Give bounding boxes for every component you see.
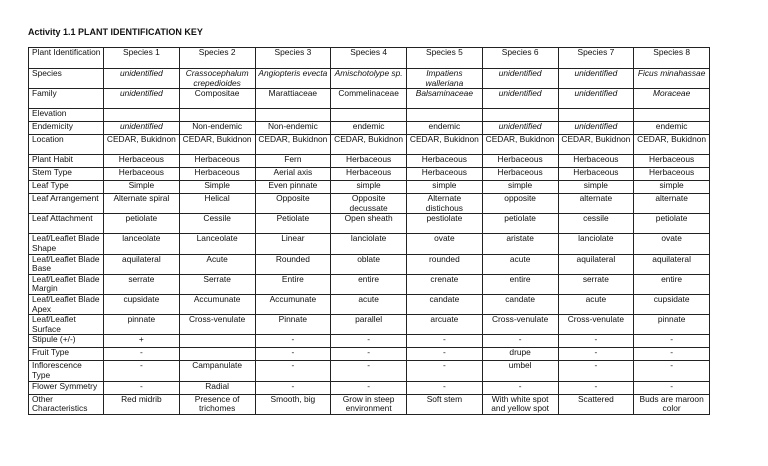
table-cell: unidentified bbox=[482, 122, 558, 135]
table-cell bbox=[179, 109, 255, 122]
table-cell: lanciolate bbox=[558, 234, 634, 254]
row-label: Other Characteristics bbox=[29, 394, 104, 414]
table-cell: unidentified bbox=[558, 89, 634, 109]
table-cell: CEDAR, Bukidnon bbox=[634, 135, 710, 155]
table-cell: Open sheath bbox=[331, 214, 407, 234]
table-cell: Ficus minahassae bbox=[634, 69, 710, 89]
table-cell: - bbox=[331, 381, 407, 394]
table-cell: Amischotolype sp. bbox=[331, 69, 407, 89]
table-cell: Pinnate bbox=[255, 315, 331, 335]
header-species-3: Species 3 bbox=[255, 48, 331, 69]
table-row bbox=[29, 194, 710, 214]
table-cell: ovate bbox=[407, 234, 483, 254]
row-label: Flower Symmetry bbox=[29, 381, 104, 394]
row-label: Family bbox=[29, 89, 104, 109]
table-cell: unidentified bbox=[104, 122, 180, 135]
table-cell bbox=[558, 109, 634, 122]
table-cell bbox=[179, 335, 255, 348]
table-cell: entire bbox=[634, 274, 710, 294]
table-cell: petiolate bbox=[482, 214, 558, 234]
row-label: Endemicity bbox=[29, 122, 104, 135]
table-cell: aquilateral bbox=[634, 254, 710, 274]
table-cell: - bbox=[331, 361, 407, 381]
table-row bbox=[29, 69, 710, 89]
header-species-8: Species 8 bbox=[634, 48, 710, 69]
table-cell: Simple bbox=[179, 181, 255, 194]
table-cell: Herbaceous bbox=[179, 155, 255, 168]
table-cell: arcuate bbox=[407, 315, 483, 335]
row-label: Fruit Type bbox=[29, 348, 104, 361]
table-row bbox=[29, 214, 710, 234]
table-cell: - bbox=[104, 348, 180, 361]
table-cell: petiolate bbox=[634, 214, 710, 234]
table-cell: ovate bbox=[634, 234, 710, 254]
table-cell: - bbox=[104, 361, 180, 381]
table-cell: - bbox=[634, 348, 710, 361]
table-cell: oblate bbox=[331, 254, 407, 274]
table-cell: Accumunate bbox=[255, 294, 331, 314]
table-row bbox=[29, 89, 710, 109]
table-cell: Fern bbox=[255, 155, 331, 168]
table-cell: CEDAR, Bukidnon bbox=[558, 135, 634, 155]
table-row bbox=[29, 122, 710, 135]
table-cell: lanciolate bbox=[331, 234, 407, 254]
row-label: Leaf/Leaflet Blade Shape bbox=[29, 234, 104, 254]
table-cell: candate bbox=[482, 294, 558, 314]
table-row bbox=[29, 135, 710, 155]
table-cell: unidentified bbox=[482, 69, 558, 89]
table-cell bbox=[482, 109, 558, 122]
table-cell: Non-endemic bbox=[255, 122, 331, 135]
table-cell: - bbox=[407, 361, 483, 381]
table-cell: - bbox=[634, 381, 710, 394]
table-cell: aristate bbox=[482, 234, 558, 254]
table-cell: Herbaceous bbox=[634, 155, 710, 168]
table-cell: Herbaceous bbox=[331, 155, 407, 168]
row-label: Leaf/Leaflet Blade Apex bbox=[29, 294, 104, 314]
table-cell: Helical bbox=[179, 194, 255, 214]
table-cell: unidentified bbox=[104, 89, 180, 109]
table-cell: Red midrib bbox=[104, 394, 180, 414]
table-cell bbox=[331, 109, 407, 122]
table-cell: + bbox=[104, 335, 180, 348]
table-cell: serrate bbox=[558, 274, 634, 294]
table-cell: - bbox=[407, 348, 483, 361]
table-cell: Cessile bbox=[179, 214, 255, 234]
row-label: Leaf Attachment bbox=[29, 214, 104, 234]
table-cell: Lanceolate bbox=[179, 234, 255, 254]
table-cell: Herbaceous bbox=[179, 168, 255, 181]
row-label: Location bbox=[29, 135, 104, 155]
header-row bbox=[29, 48, 710, 69]
table-cell: CEDAR, Bukidnon bbox=[255, 135, 331, 155]
table-cell: endemic bbox=[407, 122, 483, 135]
table-cell: alternate bbox=[634, 194, 710, 214]
table-cell: Soft stem bbox=[407, 394, 483, 414]
table-row bbox=[29, 109, 710, 122]
header-species-2: Species 2 bbox=[179, 48, 255, 69]
table-cell: Herbaceous bbox=[104, 155, 180, 168]
table-cell: entire bbox=[331, 274, 407, 294]
row-label: Inflorescence Type bbox=[29, 361, 104, 381]
table-cell: Simple bbox=[104, 181, 180, 194]
table-cell: pinnate bbox=[634, 315, 710, 335]
table-cell: umbel bbox=[482, 361, 558, 381]
table-cell: Herbaceous bbox=[104, 168, 180, 181]
row-label: Plant Habit bbox=[29, 155, 104, 168]
table-cell: Opposite bbox=[255, 194, 331, 214]
table-cell: pinnate bbox=[104, 315, 180, 335]
table-cell: acute bbox=[482, 254, 558, 274]
table-cell: Cross-venulate bbox=[558, 315, 634, 335]
table-cell: Buds are maroon color bbox=[634, 394, 710, 414]
table-cell: Herbaceous bbox=[331, 168, 407, 181]
table-cell: Serrate bbox=[179, 274, 255, 294]
table-cell: acute bbox=[331, 294, 407, 314]
table-cell: parallel bbox=[331, 315, 407, 335]
row-label: Leaf/Leaflet Surface bbox=[29, 315, 104, 335]
table-cell: Opposite decussate bbox=[331, 194, 407, 214]
header-species-4: Species 4 bbox=[331, 48, 407, 69]
table-cell: simple bbox=[331, 181, 407, 194]
table-cell: CEDAR, Bukidnon bbox=[104, 135, 180, 155]
table-cell: endemic bbox=[634, 122, 710, 135]
table-row bbox=[29, 234, 710, 254]
table-cell: - bbox=[558, 381, 634, 394]
table-cell: aquilateral bbox=[104, 254, 180, 274]
table-row bbox=[29, 335, 710, 348]
table-cell: cupsidate bbox=[634, 294, 710, 314]
table-cell: CEDAR, Bukidnon bbox=[179, 135, 255, 155]
header-species-5: Species 5 bbox=[407, 48, 483, 69]
table-cell: Scattered bbox=[558, 394, 634, 414]
table-row bbox=[29, 168, 710, 181]
table-cell: Smooth, big bbox=[255, 394, 331, 414]
table-cell: cessile bbox=[558, 214, 634, 234]
table-cell: cupsidate bbox=[104, 294, 180, 314]
table-cell: - bbox=[407, 335, 483, 348]
row-label: Elevation bbox=[29, 109, 104, 122]
table-cell: Accumunate bbox=[179, 294, 255, 314]
table-cell: candate bbox=[407, 294, 483, 314]
table-cell: simple bbox=[634, 181, 710, 194]
table-cell: - bbox=[255, 348, 331, 361]
table-cell: simple bbox=[558, 181, 634, 194]
table-cell: entire bbox=[482, 274, 558, 294]
table-row bbox=[29, 361, 710, 381]
table-cell: - bbox=[558, 335, 634, 348]
table-cell: unidentified bbox=[104, 69, 180, 89]
table-cell: CEDAR, Bukidnon bbox=[331, 135, 407, 155]
table-row bbox=[29, 155, 710, 168]
table-cell: - bbox=[482, 381, 558, 394]
table-cell: pestiolate bbox=[407, 214, 483, 234]
table-cell: Herbaceous bbox=[482, 155, 558, 168]
row-label: Leaf/Leaflet Blade Margin bbox=[29, 274, 104, 294]
table-row bbox=[29, 394, 710, 414]
table-cell: Herbaceous bbox=[558, 168, 634, 181]
row-label: Stipule (+/-) bbox=[29, 335, 104, 348]
table-cell: Balsaminaceae bbox=[407, 89, 483, 109]
header-species-7: Species 7 bbox=[558, 48, 634, 69]
table-cell bbox=[104, 109, 180, 122]
table-cell: Grow in steep environment bbox=[331, 394, 407, 414]
table-cell: - bbox=[255, 381, 331, 394]
table-cell: Campanulate bbox=[179, 361, 255, 381]
table-cell: simple bbox=[482, 181, 558, 194]
table-cell: Crassocephalum crepedioides bbox=[179, 69, 255, 89]
table-cell: Even pinnate bbox=[255, 181, 331, 194]
table-cell: - bbox=[558, 361, 634, 381]
table-cell: Herbaceous bbox=[407, 168, 483, 181]
table-cell: petiolate bbox=[104, 214, 180, 234]
table-row bbox=[29, 274, 710, 294]
table-cell: unidentified bbox=[558, 69, 634, 89]
table-cell: - bbox=[331, 348, 407, 361]
table-cell bbox=[179, 348, 255, 361]
table-row bbox=[29, 381, 710, 394]
table-cell: - bbox=[255, 335, 331, 348]
table-cell: Entire bbox=[255, 274, 331, 294]
table-cell: acute bbox=[558, 294, 634, 314]
table-cell: unidentified bbox=[558, 122, 634, 135]
table-row bbox=[29, 254, 710, 274]
table-row bbox=[29, 181, 710, 194]
table-cell: Aerial axis bbox=[255, 168, 331, 181]
table-cell: Commelinaceae bbox=[331, 89, 407, 109]
table-cell: Alternate spiral bbox=[104, 194, 180, 214]
table-cell: lanceolate bbox=[104, 234, 180, 254]
table-cell: unidentified bbox=[482, 89, 558, 109]
table-cell: Herbaceous bbox=[558, 155, 634, 168]
table-cell: Petiolate bbox=[255, 214, 331, 234]
table-cell: crenate bbox=[407, 274, 483, 294]
table-cell: - bbox=[482, 335, 558, 348]
table-row bbox=[29, 348, 710, 361]
table-cell: simple bbox=[407, 181, 483, 194]
table-cell: Cross-venulate bbox=[482, 315, 558, 335]
table-cell: - bbox=[331, 335, 407, 348]
table-cell: - bbox=[104, 381, 180, 394]
page-title: Activity 1.1 PLANT IDENTIFICATION KEY bbox=[28, 27, 203, 37]
table-cell: Acute bbox=[179, 254, 255, 274]
table-cell: With white spot and yellow spot bbox=[482, 394, 558, 414]
row-label: Leaf Type bbox=[29, 181, 104, 194]
table-cell: Non-endemic bbox=[179, 122, 255, 135]
table-cell: Herbaceous bbox=[407, 155, 483, 168]
table-cell: Angiopteris evecta bbox=[255, 69, 331, 89]
row-label: Leaf/Leaflet Blade Base bbox=[29, 254, 104, 274]
table-cell: endemic bbox=[331, 122, 407, 135]
table-cell: Moraceae bbox=[634, 89, 710, 109]
table-cell: aquilateral bbox=[558, 254, 634, 274]
table-cell: - bbox=[407, 381, 483, 394]
table-cell: - bbox=[558, 348, 634, 361]
table-cell: Presence of trichomes bbox=[179, 394, 255, 414]
table-cell: CEDAR, Bukidnon bbox=[482, 135, 558, 155]
row-label: Species bbox=[29, 69, 104, 89]
row-label: Leaf Arrangement bbox=[29, 194, 104, 214]
row-label: Stem Type bbox=[29, 168, 104, 181]
table-cell bbox=[407, 109, 483, 122]
table-cell: serrate bbox=[104, 274, 180, 294]
table-cell bbox=[634, 109, 710, 122]
table-cell: Herbaceous bbox=[634, 168, 710, 181]
table-cell: Compositae bbox=[179, 89, 255, 109]
table-cell: rounded bbox=[407, 254, 483, 274]
header-label-cell: Plant Identification bbox=[29, 48, 104, 69]
table-cell: Cross-venulate bbox=[179, 315, 255, 335]
table-cell: - bbox=[634, 361, 710, 381]
table-cell: - bbox=[634, 335, 710, 348]
table-cell: Herbaceous bbox=[482, 168, 558, 181]
table-cell: Impatiens walleriana bbox=[407, 69, 483, 89]
table-cell: opposite bbox=[482, 194, 558, 214]
table-row bbox=[29, 294, 710, 314]
identification-table bbox=[28, 47, 710, 415]
table-cell: alternate bbox=[558, 194, 634, 214]
table-row bbox=[29, 315, 710, 335]
table-cell: drupe bbox=[482, 348, 558, 361]
table-cell: Radial bbox=[179, 381, 255, 394]
table-cell: Rounded bbox=[255, 254, 331, 274]
header-species-1: Species 1 bbox=[104, 48, 180, 69]
table-cell: Linear bbox=[255, 234, 331, 254]
table-cell: Alternate distichous bbox=[407, 194, 483, 214]
header-species-6: Species 6 bbox=[482, 48, 558, 69]
table-cell: Marattiaceae bbox=[255, 89, 331, 109]
table-cell: CEDAR, Bukidnon bbox=[407, 135, 483, 155]
table-cell bbox=[255, 109, 331, 122]
table-cell: - bbox=[255, 361, 331, 381]
